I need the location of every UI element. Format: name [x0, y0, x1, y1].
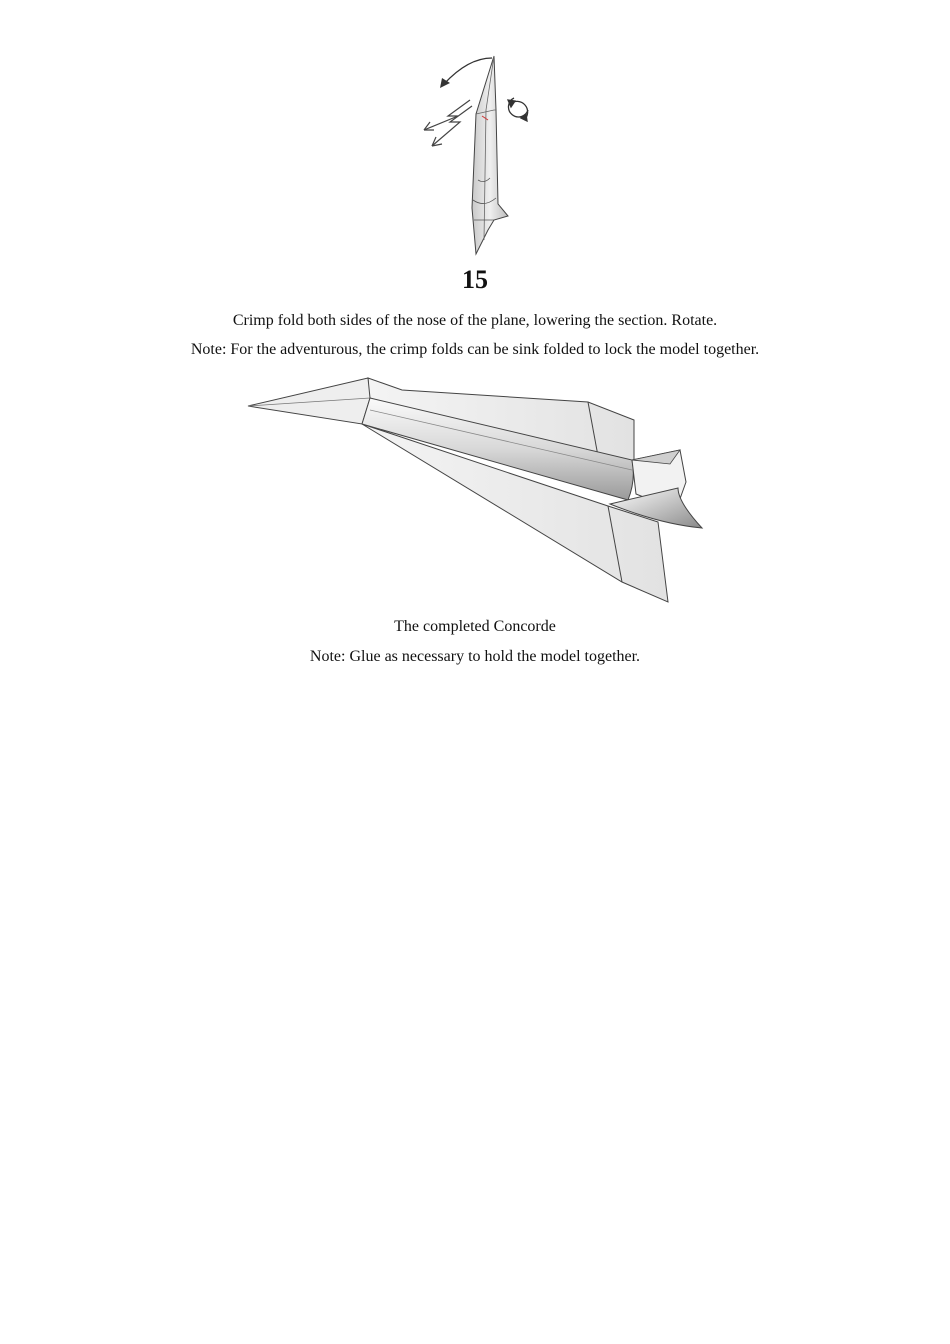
folded-plane-shape [472, 56, 508, 254]
completed-concorde-illustration [240, 370, 710, 610]
nose [248, 378, 370, 424]
crimp-arrow-icon [424, 100, 472, 146]
fold-down-arrow [440, 58, 492, 88]
rotate-icon [508, 98, 528, 121]
step-instruction: Crimp fold both sides of the nose of the plane, lowering the section. Rotate. [232, 312, 718, 329]
step-number: 15 [462, 265, 488, 294]
final-note: Note: Glue as necessary to hold the model together. [309, 648, 641, 665]
step-note: Note: For the adventurous, the crimp folds can be sink folded to lock the model together. [190, 341, 760, 358]
final-caption: The completed Concorde [394, 618, 556, 635]
step-15-diagram [410, 50, 540, 260]
